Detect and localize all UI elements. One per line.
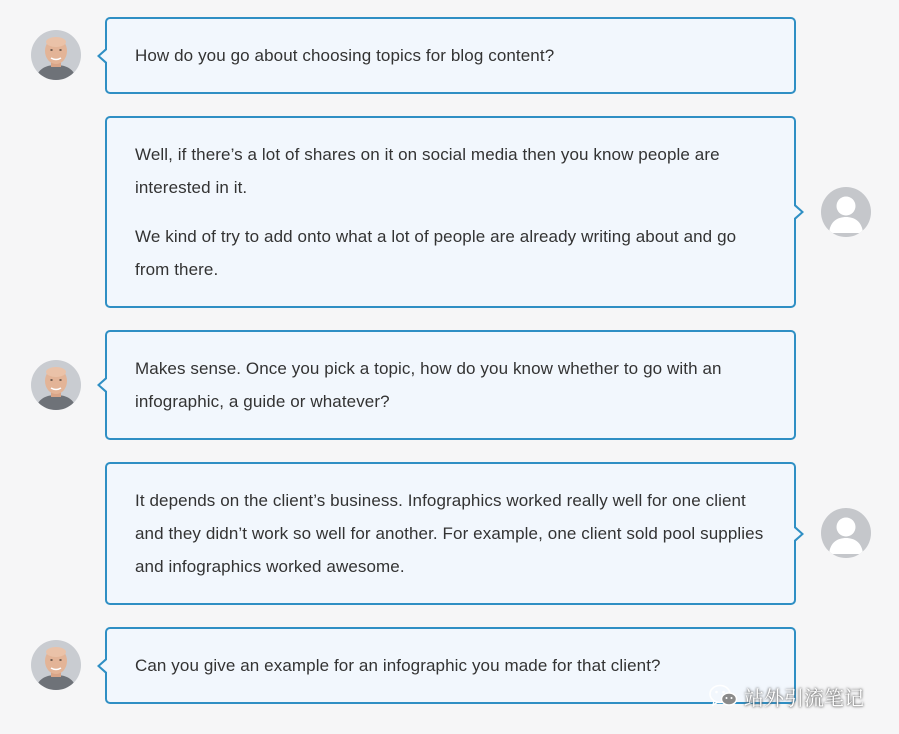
wechat-icon xyxy=(708,683,738,709)
interviewer-avatar xyxy=(31,360,81,410)
message-bubble-2 xyxy=(105,116,796,308)
message-bubble-5 xyxy=(105,627,796,704)
message-bubble-3 xyxy=(105,330,796,440)
guest-avatar xyxy=(821,508,871,558)
message-text: Makes sense. Once you pick a topic, how do you know whether to go with an infographic, a guide or whatever? xyxy=(135,359,722,411)
watermark xyxy=(708,681,864,711)
message-text: We kind of try to add onto what a lot of people are already writing about and go from there. xyxy=(135,227,737,279)
message-text: How do you go about choosing topics for blog content? xyxy=(135,46,555,65)
interviewer-avatar xyxy=(31,640,81,690)
message-bubble-4 xyxy=(105,462,796,605)
interviewer-avatar xyxy=(31,30,81,80)
message-bubble-1 xyxy=(105,17,796,94)
watermark-text: 站外引流笔记 xyxy=(744,685,864,710)
default-user-avatar-icon xyxy=(821,187,871,237)
message-text: Well, if there’s a lot of shares on it on social media then you know people are interested in it. xyxy=(135,145,720,197)
message-text: It depends on the client’s business. Infographics worked really well for one client and they didn’t work so well for another. For example, one client sold pool supplies and infographics worked awesome. xyxy=(135,491,764,576)
default-user-avatar-icon xyxy=(821,508,871,558)
message-text: Can you give an example for an infographic you made for that client? xyxy=(135,656,661,675)
guest-avatar xyxy=(821,187,871,237)
bald-man-photo-avatar-icon xyxy=(31,640,81,690)
bald-man-photo-avatar-icon xyxy=(31,30,81,80)
bald-man-photo-avatar-icon xyxy=(31,360,81,410)
